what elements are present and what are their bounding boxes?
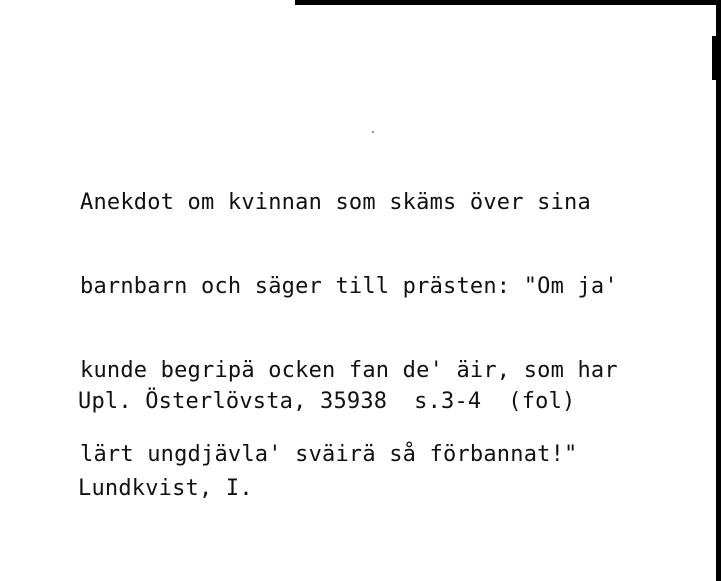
anecdote-line: Anekdot om kvinnan som skäms över sina <box>80 190 591 215</box>
anecdote-line: lärt ungdjävla' sväirä så förbannat!" <box>80 442 578 467</box>
reference-block <box>78 329 575 561</box>
location-reference: Upl. Österlövsta, 35938 s.3-4 (fol) <box>78 389 576 414</box>
anecdote-line: kunde begripä ocken fan de' äir, som har <box>80 358 618 383</box>
card-top-edge <box>295 0 721 5</box>
collector-name: Lundkvist, I. <box>78 476 253 501</box>
card-edge-notch <box>712 36 716 80</box>
anecdote-line: barnbarn och säger till prästen: "Om ja' <box>80 274 618 299</box>
card-right-edge <box>716 0 721 581</box>
